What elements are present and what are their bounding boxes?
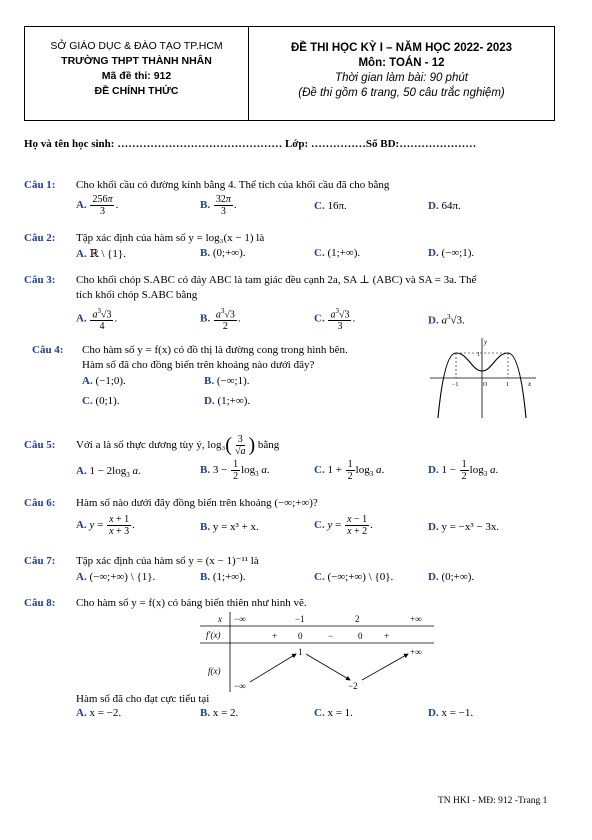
option-letter: C. <box>314 519 325 532</box>
option-text: (1;+∞). <box>212 571 246 583</box>
question-text: Tập xác định của hàm số y = (x − 1)⁻¹¹ là <box>76 555 259 567</box>
x-value: +∞ <box>410 614 422 624</box>
y-label: y <box>484 338 488 346</box>
fprime-row-label: f′(x) <box>206 630 221 640</box>
option-letter: C. <box>314 464 325 477</box>
question-number: Câu 7: <box>24 555 56 567</box>
option-text: (1;+∞). <box>217 395 251 407</box>
option-letter: B. <box>200 464 211 477</box>
option-letter: B. <box>200 199 211 212</box>
option-c: C. y = $\frac{x - 1}{x + 2}$ . <box>314 514 373 537</box>
option-letter: C. <box>314 571 325 583</box>
option-letter: C. <box>314 247 325 259</box>
question-number: Câu 8: <box>24 597 56 609</box>
option-letter: B. <box>200 247 211 259</box>
option-letter: A. <box>76 248 87 260</box>
option-a: A. $1 - 2\log_3$ a. <box>76 465 141 480</box>
school-name: TRƯỜNG THPT THÀNH NHÂN <box>61 55 212 67</box>
option-letter: D. <box>428 521 439 533</box>
option-text: (−∞;+∞) \ {1}. <box>89 571 156 583</box>
question-text-continued: tích khối chóp S.ABC bằng <box>76 289 198 301</box>
exam-code: Mã đề thi: 912 <box>101 70 172 82</box>
school-info <box>25 27 249 120</box>
option-text: ℝ \ {1}. <box>89 248 126 260</box>
option-d <box>428 521 499 533</box>
option-text: x = 1. <box>327 707 353 719</box>
option-d <box>428 200 461 212</box>
sign: + <box>272 631 278 641</box>
q4-function-graph <box>428 336 540 420</box>
option-letter: B. <box>204 375 215 387</box>
question-4 <box>32 343 348 373</box>
option-b: B. 3 − $\frac{1}{2}$ $\log_3 a$. <box>200 459 270 482</box>
option-text: 16π. <box>327 200 347 212</box>
option-a <box>76 707 121 719</box>
option-c <box>82 395 120 407</box>
exam-header <box>24 26 555 121</box>
option-letter: A. <box>76 465 87 477</box>
option-a: A. $\frac{256\pi}{3}$ . <box>76 194 119 217</box>
variation-table <box>200 610 436 692</box>
tick-label-minus-1: −1 <box>452 382 459 388</box>
sign: 0 <box>298 631 303 641</box>
question-text: Với a là số thực dương tùy ý, log₃ <box>76 439 226 452</box>
student-info-line: Họ và tên học sinh: ……………………………………… Lớp: ……………Số BD:………………… <box>24 138 477 150</box>
option-letter: B. <box>200 521 211 533</box>
option-d <box>428 571 474 583</box>
question-8-prompt: Hàm số đã cho đạt cực tiểu tại <box>76 693 210 705</box>
x-value: −∞ <box>234 614 246 624</box>
question-number: Câu 5: <box>24 439 56 452</box>
exam-title: ĐỀ THI HỌC KỲ I – NĂM HỌC 2022- 2023 <box>290 42 513 54</box>
f-value: 1 <box>298 647 303 657</box>
option-text: y = −x³ − 3x. <box>441 521 500 533</box>
x-value: 2 <box>355 614 360 624</box>
option-text: (−∞;1). <box>441 247 475 259</box>
option-letter: D. <box>428 200 439 212</box>
x-value: −1 <box>295 614 305 624</box>
option-a: A. y = $\frac{x + 1}{x + 3}$ . <box>76 514 135 537</box>
option-letter: C. <box>82 395 93 407</box>
option-letter: A. <box>76 707 87 719</box>
exam-info <box>249 27 554 120</box>
option-letter: D. <box>428 247 439 259</box>
question-6 <box>24 496 318 511</box>
option-letter: A. <box>76 519 87 532</box>
option-text: (−1;0). <box>95 375 126 387</box>
option-text: x = −1. <box>441 707 474 719</box>
option-text: (0;+∞). <box>441 571 475 583</box>
question-text: Cho hàm số y = f(x) có bảng biến thiên như hình vẽ. <box>76 597 307 609</box>
option-d <box>204 395 250 407</box>
option-b <box>200 247 246 259</box>
option-letter: B. <box>200 312 211 325</box>
option-d <box>428 707 473 719</box>
f-value: −2 <box>348 681 358 691</box>
f-value: −∞ <box>234 681 246 691</box>
question-text: Tập xác định của hàm số y = log₃(x − 1) là <box>76 232 265 244</box>
option-text: 64π. <box>441 200 461 212</box>
y-tick-label-1: 1 <box>477 352 480 358</box>
option-letter: A. <box>76 199 87 212</box>
question-1 <box>24 178 389 193</box>
x-label: x <box>528 380 532 388</box>
origin-label: O <box>483 382 488 388</box>
option-letter: D. <box>428 314 439 327</box>
option-d <box>428 247 474 259</box>
option-c <box>314 247 360 259</box>
option-b: B. $\frac{a^3√3}{2}$ . <box>200 307 241 333</box>
option-c <box>314 200 347 212</box>
option-b <box>200 571 246 583</box>
question-number: Câu 2: <box>24 232 56 244</box>
increasing-arrow <box>362 654 408 680</box>
option-c <box>314 707 353 719</box>
increasing-arrow <box>250 654 296 682</box>
option-letter: B. <box>200 571 211 583</box>
option-text: (0;+∞). <box>212 247 246 259</box>
page-footer: TN HKI - MĐ: 912 -Trang 1 <box>438 796 548 806</box>
question-text: Hàm số nào dưới đây đồng biến trên khoảng (−∞;+∞)? <box>76 497 318 509</box>
option-text: x = 2. <box>212 707 239 719</box>
official-label: ĐỀ CHÍNH THỨC <box>94 85 179 97</box>
f-value: +∞ <box>410 647 422 657</box>
option-letter: D. <box>428 571 439 583</box>
option-a: A. $\frac{a^3√3}{4}$ . <box>76 307 118 333</box>
option-b <box>204 375 250 387</box>
question-number: Câu 3: <box>24 274 56 286</box>
page-count-note: (Đề thi gồm 6 trang, 50 câu trắc nghiệm) <box>298 87 505 99</box>
question-text: Cho khối chóp S.ABC có đáy ABC là tam giác đều cạnh 2a, SA ⊥ (ABC) và SA = 3a. Thể <box>76 274 477 286</box>
sign: 0 <box>358 631 363 641</box>
option-d: D. $a^3√3$. <box>428 313 465 327</box>
question-number: Câu 4: <box>32 344 64 356</box>
question-text-continued: Hàm số đã cho đồng biến trên khoảng nào dưới đây? <box>82 359 315 371</box>
option-b: B. $\frac{32\pi}{3}$ . <box>200 194 237 217</box>
option-c <box>314 571 393 583</box>
option-letter: D. <box>204 395 215 407</box>
option-b <box>200 707 238 719</box>
sign: − <box>328 631 334 641</box>
question-text: Cho hàm số y = f(x) có đồ thị là đường cong trong hình bên. <box>82 344 348 356</box>
option-letter: A. <box>76 571 87 583</box>
question-number: Câu 6: <box>24 497 56 509</box>
option-text: (−∞;1). <box>216 375 250 387</box>
question-text: Cho khối cầu có đường kính bằng 4. Thể tích của khối cầu đã cho bằng <box>76 179 390 191</box>
question-text-end: bằng <box>257 439 280 452</box>
f-row-label: f(x) <box>208 666 221 676</box>
option-a <box>82 375 126 387</box>
department-name: SỞ GIÁO DỤC & ĐÀO TẠO TP.HCM <box>50 40 223 52</box>
option-c: C. 1 + $\frac{1}{2}$ $\log_3 a$. <box>314 459 385 482</box>
option-letter: B. <box>200 707 211 719</box>
option-text: (1;+∞). <box>327 247 361 259</box>
option-c: C. $\frac{a^3√3}{3}$ . <box>314 307 356 333</box>
option-d: D. 1 − $\frac{1}{2}$ $\log_3 a$. <box>428 459 499 482</box>
option-letter: A. <box>76 312 87 325</box>
option-a <box>76 247 126 260</box>
option-b <box>200 521 259 533</box>
question-3 <box>24 273 476 303</box>
option-text: x = −2. <box>89 707 122 719</box>
option-letter: C. <box>314 707 325 719</box>
decreasing-arrow <box>306 654 350 680</box>
option-letter: C. <box>314 312 325 325</box>
question-7 <box>24 554 259 569</box>
option-text: (−∞;+∞) \ {0}. <box>327 571 394 583</box>
option-a <box>76 571 155 583</box>
tick-label-1: 1 <box>506 382 509 388</box>
duration: Thời gian làm bài: 90 phút <box>335 72 468 84</box>
sign: + <box>384 631 390 641</box>
x-row-label: x <box>218 614 222 624</box>
question-2 <box>24 231 264 246</box>
question-number: Câu 1: <box>24 179 56 191</box>
option-letter: D. <box>428 707 439 719</box>
option-letter: D. <box>428 464 439 477</box>
option-letter: C. <box>314 200 325 212</box>
question-5: Câu 5: Với a là số thực dương tùy ý, log₃( $\frac{3}{√a}$ ) bằng <box>24 434 280 457</box>
subject: Môn: TOÁN - 12 <box>358 57 445 69</box>
option-text: (0;1). <box>95 395 120 407</box>
question-8 <box>24 596 307 611</box>
option-letter: A. <box>82 375 93 387</box>
option-text: y = x³ + x. <box>212 521 259 533</box>
